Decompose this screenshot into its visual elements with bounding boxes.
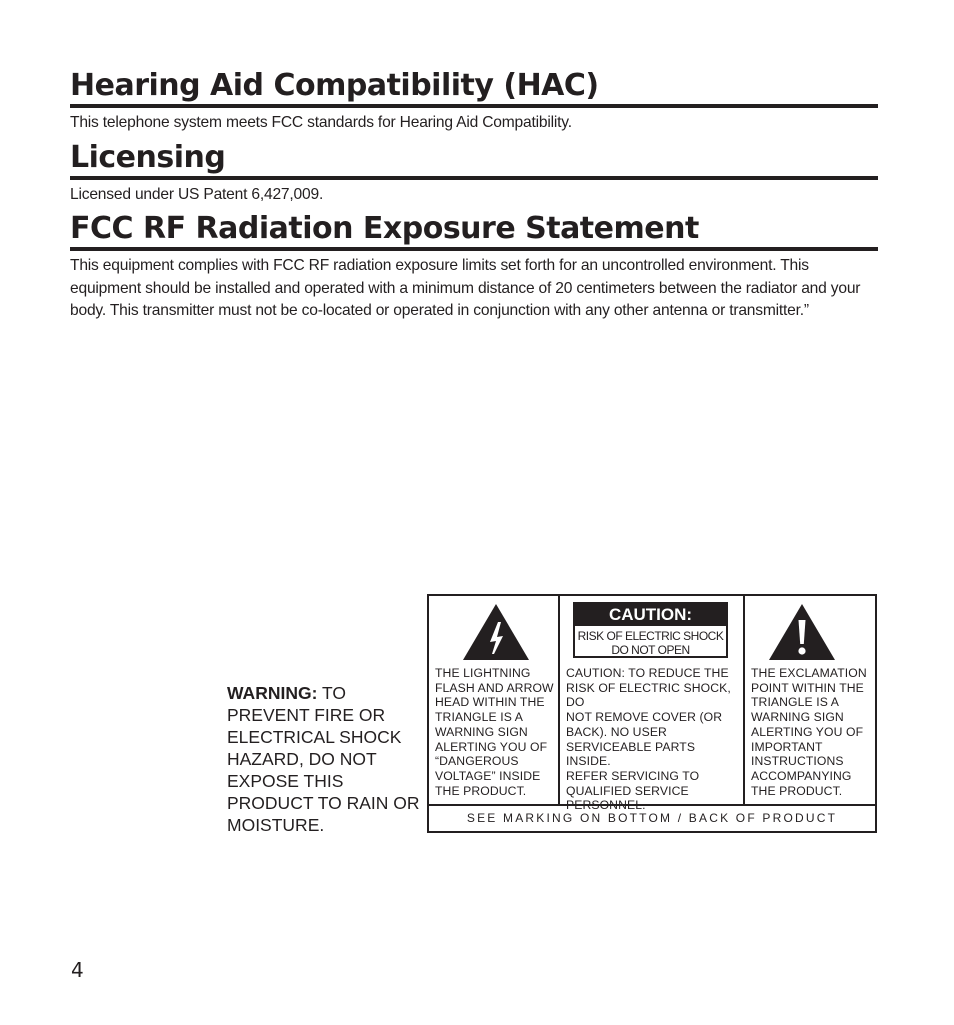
caution-footer: SEE MARKING ON BOTTOM / BACK OF PRODUCT (429, 804, 875, 831)
lightning-warning-triangle-icon (461, 602, 531, 662)
caution-column-lightning (429, 596, 560, 804)
fcc-rf-text: This equipment complies with FCC RF radiation exposure limits set forth for an uncontrolled environment. This equipment should be installed and operated with a minimum distance of 20 centimeters between the radiator and your body. This transmitter must not be co-located or operated in conjunction with any other antenna or transmitter.” (70, 257, 861, 319)
exclamation-explanation: THE EXCLAMATION POINT WITHIN THE TRIANGLE IS A WARNING SIGN ALERTING YOU OF IMPORTANT INSTRUCTIONS ACCOMPANYING THE PRODUCT. (751, 666, 867, 798)
lightning-explanation: THE LIGHTNING FLASH AND ARROW HEAD WITHIN THE TRIANGLE IS A WARNING SIGN ALERTING YOU OF “DANGEROUS VOLTAGE” INSIDE THE PRODUCT. (435, 666, 554, 798)
page-number: 4 (71, 958, 84, 982)
warning-notice (227, 682, 427, 836)
caution-column-center (560, 596, 745, 813)
caution-explanation: CAUTION: TO REDUCE THE RISK OF ELECTRIC SHOCK, DO NOT REMOVE COVER (OR BACK). NO USER SERVICEABLE PARTS INSIDE. REFER SERVICING TO QUALIFIED SERVICE PERSONNEL. (566, 666, 731, 813)
hac-heading: Hearing Aid Compatibility (HAC) (70, 68, 878, 108)
licensing-text: Licensed under US Patent 6,427,009. (70, 186, 324, 203)
caution-column-exclamation (745, 596, 875, 804)
caution-header: CAUTION: (575, 604, 726, 626)
caution-sticker (573, 602, 728, 658)
fcc-rf-heading: FCC RF Radiation Exposure Statement (70, 211, 878, 251)
exclamation-warning-triangle-icon (767, 602, 837, 662)
warning-body: TO PREVENT FIRE OR ELECTRICAL SHOCK HAZARD, DO NOT EXPOSE THIS PRODUCT TO RAIN OR MOISTURE. (227, 683, 420, 835)
caution-risk-text (575, 626, 726, 657)
caution-label-panel (427, 594, 877, 833)
hac-text: This telephone system meets FCC standards for Hearing Aid Compatibility. (70, 114, 572, 131)
warning-label: WARNING: (227, 683, 318, 703)
licensing-heading: Licensing (70, 140, 878, 180)
caution-risk-line-1: RISK OF ELECTRIC SHOCK (577, 629, 724, 643)
caution-risk-line-2: DO NOT OPEN (611, 643, 690, 657)
